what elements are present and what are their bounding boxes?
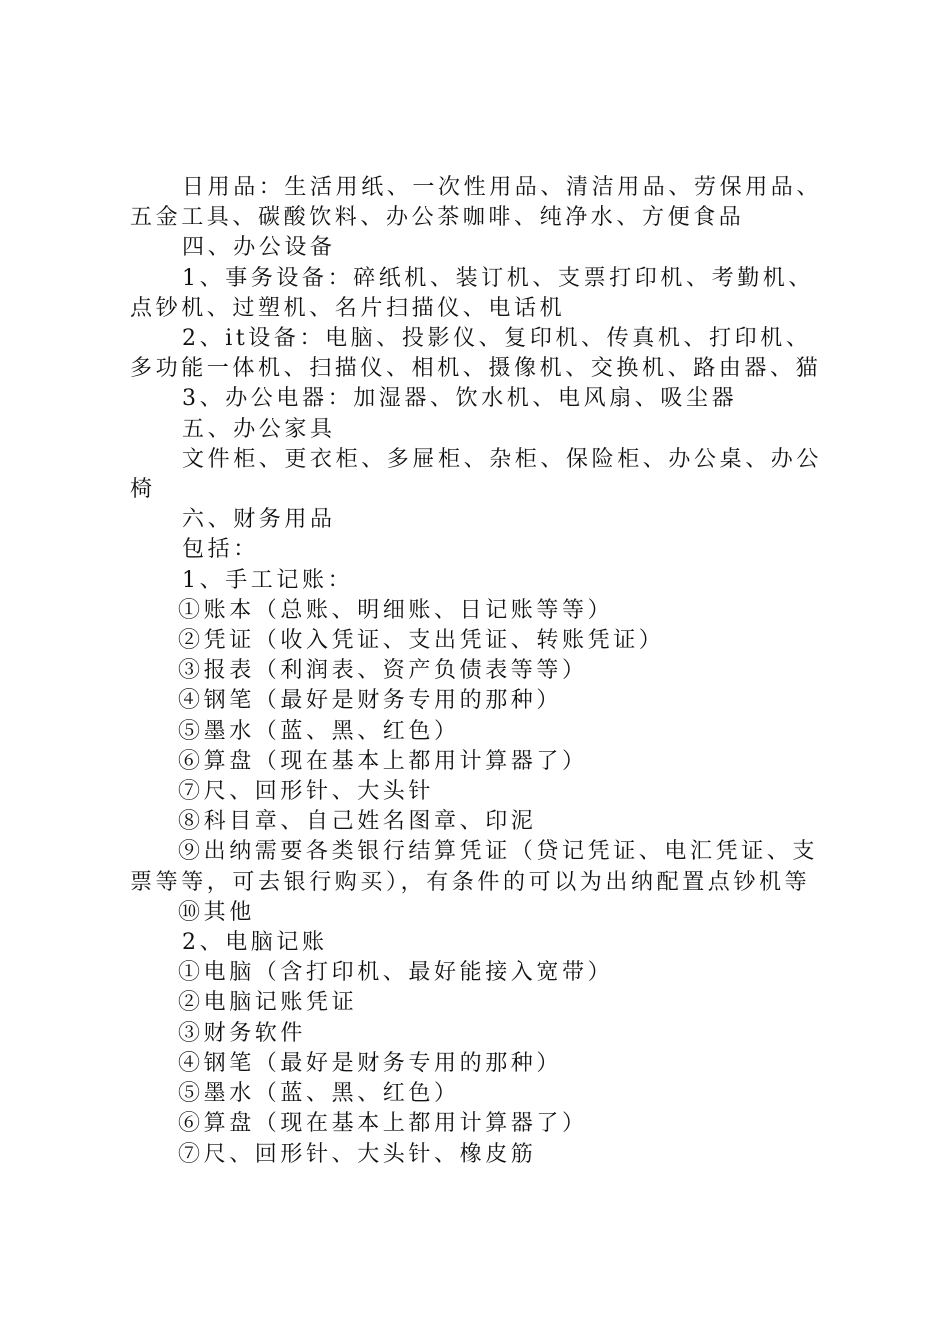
list-item: ①账本（总账、明细账、日记账等等） bbox=[178, 597, 614, 623]
list-item: ⑦尺、回形针、大头针 bbox=[178, 779, 435, 805]
list-item: ③报表（利润表、资产负债表等等） bbox=[178, 658, 588, 684]
list-item: ⑥算盘（现在基本上都用计算器了） bbox=[178, 748, 588, 774]
list-item: ⑧科目章、自己姓名图章、印泥 bbox=[178, 809, 537, 835]
list-item: ③财务软件 bbox=[178, 1020, 307, 1046]
list-item: ⑥算盘（现在基本上都用计算器了） bbox=[178, 1111, 588, 1137]
paragraph: 日用品：生活用纸、一次性用品、清洁用品、劳保用品、五金工具、碳酸饮料、办公茶咖啡、纯净水、方便食品 bbox=[130, 175, 823, 231]
list-item: ⑤墨水（蓝、黑、红色） bbox=[178, 1081, 460, 1107]
list-item: ⑨出纳需要各类银行结算凭证（贷记凭证、电汇凭证、支票等等，可去银行购买），有条件的可以为出纳配置点钞机等 bbox=[130, 839, 819, 895]
paragraph: 包括： bbox=[182, 537, 259, 563]
paragraph: 文件柜、更衣柜、多屉柜、杂柜、保险柜、办公桌、办公椅 bbox=[130, 446, 823, 503]
section-heading: 四、办公设备 bbox=[182, 235, 336, 261]
paragraph: 1、事务设备：碎纸机、装订机、支票打印机、考勤机、点钞机、过塑机、名片扫描仪、电话机 bbox=[130, 265, 814, 321]
section-heading: 六、财务用品 bbox=[182, 507, 336, 533]
list-item: ⑩其他 bbox=[178, 899, 255, 925]
list-item: ②电脑记账凭证 bbox=[178, 990, 358, 1016]
list-item: ④钢笔（最好是财务专用的那种） bbox=[178, 1050, 563, 1076]
document-body bbox=[130, 173, 832, 1170]
list-item: ①电脑（含打印机、最好能接入宽带） bbox=[178, 960, 614, 986]
subsection-heading: 1、手工记账： bbox=[182, 567, 354, 593]
section-heading: 五、办公家具 bbox=[182, 416, 336, 442]
list-item: ⑦尺、回形针、大头针、橡皮筋 bbox=[178, 1141, 537, 1167]
subsection-heading: 2、电脑记账 bbox=[182, 930, 328, 956]
list-item: ②凭证（收入凭证、支出凭证、转账凭证） bbox=[178, 628, 665, 654]
paragraph: 2、it设备：电脑、投影仪、复印机、传真机、打印机、多功能一体机、扫描仪、相机、摄像机、交换机、路由器、猫 bbox=[130, 326, 822, 382]
paragraph: 3、办公电器：加湿器、饮水机、电风扇、吸尘器 bbox=[182, 386, 738, 412]
list-item: ④钢笔（最好是财务专用的那种） bbox=[178, 688, 563, 714]
list-item: ⑤墨水（蓝、黑、红色） bbox=[178, 718, 460, 744]
